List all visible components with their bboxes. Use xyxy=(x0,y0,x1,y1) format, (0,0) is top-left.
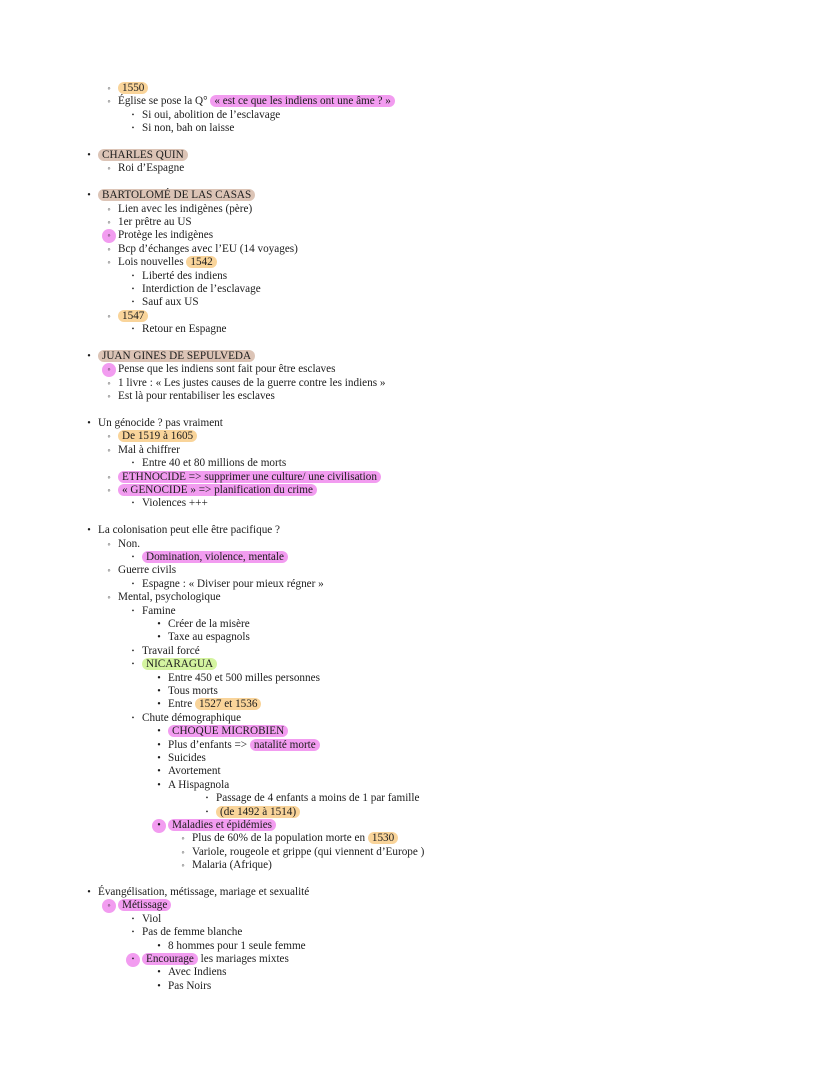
bullet-icon: • xyxy=(131,459,135,468)
outline-line xyxy=(102,162,184,176)
outline-line xyxy=(82,524,280,538)
outline-line xyxy=(152,940,306,954)
highlighted-text: De 1519 à 1605 xyxy=(118,430,197,442)
bullet-icon: • xyxy=(157,672,161,684)
bullet-icon: • xyxy=(157,619,161,630)
bullet-icon: ◦ xyxy=(107,592,111,603)
bullet-icon: • xyxy=(157,753,161,764)
bullet-icon: • xyxy=(131,606,135,615)
outline-line xyxy=(152,765,221,779)
line-text: Pas Noirs xyxy=(168,979,212,992)
bullet-icon: • xyxy=(157,980,161,992)
line-text: Roi d’Espagne xyxy=(118,162,185,175)
line-text: 1er prêtre au US xyxy=(118,216,192,228)
line-text: Protège les indigènes xyxy=(118,229,214,242)
outline-line xyxy=(102,538,140,552)
line-text: Pense que les indiens sont fait pour être esclaves xyxy=(118,363,336,376)
highlighted-text: 1527 et 1536 xyxy=(195,698,261,710)
bullet-icon: ◦ xyxy=(107,243,111,254)
bullet-icon: ◦ xyxy=(102,229,116,243)
line-text: Avec Indiens xyxy=(168,966,227,979)
outline-line xyxy=(152,672,320,686)
bullet-icon: • xyxy=(205,794,209,803)
line-text: Viol xyxy=(142,912,162,925)
bullet-icon: ◦ xyxy=(102,899,116,913)
line-text: Un génocide ? pas vraiment xyxy=(98,417,223,429)
bullet-icon: ◦ xyxy=(181,846,185,857)
outline-line xyxy=(102,377,385,391)
bullet-icon: ◦ xyxy=(107,391,111,402)
line-text: Entre 40 et 80 millions de morts xyxy=(142,457,287,470)
bullet-icon: • xyxy=(87,351,91,362)
highlighted-text: Métissage xyxy=(118,899,171,911)
outline-line xyxy=(200,792,420,806)
bullet-icon: • xyxy=(131,914,135,923)
bullet-icon: • xyxy=(157,940,161,952)
outline-line xyxy=(126,497,208,511)
outline-line xyxy=(126,578,324,592)
bullet-icon: • xyxy=(205,807,209,816)
highlighted-text: CHARLES QUIN xyxy=(98,149,188,161)
line-text: Évangélisation, métissage, mariage et sexualité xyxy=(98,886,310,898)
line-text: Liberté des indiens xyxy=(142,269,228,282)
bullet-icon: ◦ xyxy=(181,833,185,844)
outline-line xyxy=(126,658,217,672)
bullet-icon: ◦ xyxy=(107,471,111,482)
outline-line xyxy=(102,95,395,109)
highlighted-text: 1550 xyxy=(118,82,148,94)
line-text: 1 livre : « Les justes causes de la guerre contre les indiens » xyxy=(118,376,386,389)
line-text: Guerre civils xyxy=(118,564,177,577)
outline-line xyxy=(126,270,227,284)
bullet-icon: • xyxy=(87,150,91,161)
bullet-icon: ◦ xyxy=(181,860,185,871)
outline-line xyxy=(102,899,171,913)
line-text: Violences +++ xyxy=(142,497,208,510)
bullet-icon: • xyxy=(131,660,135,669)
outline-line xyxy=(102,444,180,458)
outline-line xyxy=(152,739,320,753)
highlighted-text: JUAN GINES DE SEPULVEDA xyxy=(98,350,255,362)
bullet-icon: ◦ xyxy=(107,377,111,388)
outline-line xyxy=(126,122,234,136)
outline-line xyxy=(152,698,261,712)
highlighted-text: Encourage xyxy=(142,953,198,965)
line-text: Malaria (Afrique) xyxy=(192,859,272,872)
highlighted-text: natalité morte xyxy=(250,739,320,751)
outline-line xyxy=(152,819,276,833)
line-text: Est là pour rentabiliser les esclaves xyxy=(118,390,275,403)
outline-line xyxy=(152,631,250,645)
bullet-icon: • xyxy=(87,525,91,537)
bullet-icon: • xyxy=(131,646,135,655)
outline-line xyxy=(126,926,242,940)
bullet-icon: • xyxy=(131,124,135,133)
line-text: Interdiction de l’esclavage xyxy=(142,283,261,295)
line-text: Travail forcé xyxy=(142,644,200,657)
line-text: Église se pose la Q° xyxy=(118,95,211,108)
outline-line xyxy=(126,645,200,659)
outline-line xyxy=(102,203,252,217)
bullet-icon: ◦ xyxy=(107,83,111,93)
outline-line xyxy=(126,296,199,310)
highlighted-text: 1530 xyxy=(368,832,398,844)
bullet-icon: • xyxy=(157,726,161,738)
bullet-icon: ◦ xyxy=(107,565,111,576)
bullet-icon: • xyxy=(157,739,161,751)
highlighted-text: « est ce que les indiens ont une âme ? » xyxy=(210,95,394,107)
line-text: Famine xyxy=(142,604,176,617)
line-text: La colonisation peut elle être pacifique ? xyxy=(98,524,281,537)
line-text: Plus d’enfants => xyxy=(168,738,250,751)
outline-line xyxy=(82,417,223,431)
outline-line xyxy=(82,886,309,900)
line-text: Lois nouvelles xyxy=(118,256,187,269)
bullet-icon: ◦ xyxy=(107,310,111,321)
highlighted-text: BARTOLOMÉ DE LAS CASAS xyxy=(98,189,255,201)
bullet-icon: • xyxy=(87,418,91,429)
bullet-icon: ◦ xyxy=(102,363,116,377)
bullet-icon: • xyxy=(157,766,161,778)
line-text: Bcp d’échanges avec l’EU (14 voyages) xyxy=(118,242,298,255)
outline-line xyxy=(152,966,227,980)
line-text: Sauf aux US xyxy=(142,296,199,309)
bullet-icon: • xyxy=(157,967,161,979)
outline-line xyxy=(102,256,217,270)
outline-line xyxy=(176,859,272,873)
outline-line xyxy=(102,216,192,230)
outline-line xyxy=(126,913,161,927)
line-text: Entre 450 et 500 milles personnes xyxy=(168,671,320,684)
line-text: Suicides xyxy=(168,752,206,764)
bullet-icon: • xyxy=(131,271,135,280)
outline-line xyxy=(102,484,317,498)
bullet-icon: ◦ xyxy=(107,163,111,174)
highlighted-text: 1547 xyxy=(118,310,148,322)
outline-line xyxy=(126,323,227,337)
outline-line xyxy=(102,564,176,578)
line-text: Chute démographique xyxy=(142,711,242,724)
bullet-icon: • xyxy=(131,928,135,937)
line-text: Retour en Espagne xyxy=(142,323,227,336)
highlighted-text: Maladies et épidémies xyxy=(168,819,276,831)
outline-line xyxy=(82,189,255,203)
outline-line xyxy=(102,310,148,324)
outline-line xyxy=(102,229,213,243)
line-text: Avortement xyxy=(168,765,221,778)
outline-line xyxy=(102,430,197,444)
bullet-icon: • xyxy=(87,190,91,202)
bullet-icon: • xyxy=(131,325,135,334)
outline-line xyxy=(82,149,188,163)
bullet-icon: • xyxy=(131,298,135,307)
outline-line xyxy=(102,82,148,96)
highlighted-text: Domination, violence, mentale xyxy=(142,551,288,563)
line-text: A Hispagnola xyxy=(168,778,230,791)
line-text: Entre xyxy=(168,698,196,711)
outline-line xyxy=(126,712,241,726)
outline-line xyxy=(176,846,424,860)
outline-line xyxy=(126,953,289,967)
bullet-icon: ◦ xyxy=(107,431,111,442)
outline-line xyxy=(102,471,381,485)
outline-line xyxy=(152,618,250,632)
bullet-icon: • xyxy=(131,713,135,722)
line-text: Tous morts xyxy=(168,685,218,697)
outline-line xyxy=(126,457,286,471)
outline-line xyxy=(102,243,298,257)
outline-line xyxy=(152,980,211,994)
bullet-icon: • xyxy=(157,699,161,711)
line-text: Lien avec les indigènes (père) xyxy=(118,202,253,215)
bullet-icon: ◦ xyxy=(107,203,111,214)
bullet-icon: ◦ xyxy=(107,257,111,268)
bullet-icon: • xyxy=(131,110,135,119)
outline-line xyxy=(176,832,398,846)
line-text: Passage de 4 enfants a moins de 1 par famille xyxy=(216,792,420,805)
outline-line xyxy=(102,591,221,605)
outline-line xyxy=(126,109,280,123)
outline-line xyxy=(200,806,300,820)
line-text: Variole, rougeole et grippe (qui viennent d’Europe ) xyxy=(192,845,425,858)
outline-line xyxy=(126,605,176,619)
line-text: 8 hommes pour 1 seule femme xyxy=(168,939,306,952)
bullet-icon: ◦ xyxy=(107,485,111,495)
bullet-icon: ◦ xyxy=(107,538,111,549)
line-text: les mariages mixtes xyxy=(197,953,289,965)
outline-line xyxy=(126,283,261,297)
bullet-icon: • xyxy=(157,632,161,644)
bullet-icon: • xyxy=(152,819,166,833)
line-text: Non. xyxy=(118,537,141,550)
line-text: Espagne : « Diviser pour mieux régner » xyxy=(142,577,324,590)
bullet-icon: • xyxy=(131,285,135,293)
outline-line xyxy=(152,725,288,739)
highlighted-text: NICARAGUA xyxy=(142,658,217,670)
outline-line xyxy=(102,363,335,377)
highlighted-text: « GENOCIDE » => planification du crime xyxy=(118,484,317,496)
bullet-icon: • xyxy=(126,953,140,967)
line-text: Si oui, abolition de l’esclavage xyxy=(142,108,281,121)
line-text: Mental, psychologique xyxy=(118,591,221,604)
outline-line xyxy=(152,779,229,793)
line-text: Plus de 60% de la population morte en xyxy=(192,832,368,845)
highlighted-text: CHOQUE MICROBIEN xyxy=(168,725,288,737)
outline-line xyxy=(152,752,206,766)
bullet-icon: • xyxy=(87,887,91,898)
highlighted-text: ETHNOCIDE => supprimer une culture/ une civilisation xyxy=(118,471,381,483)
bullet-icon: • xyxy=(157,686,161,697)
bullet-icon: • xyxy=(131,499,135,508)
bullet-icon: ◦ xyxy=(107,217,111,227)
highlighted-text: (de 1492 à 1514) xyxy=(216,806,300,818)
line-text: Si non, bah on laisse xyxy=(142,122,235,135)
bullet-icon: ◦ xyxy=(107,444,111,455)
bullet-icon: ◦ xyxy=(107,96,111,107)
bullet-icon: • xyxy=(157,779,161,791)
bullet-icon: • xyxy=(131,553,135,561)
line-text: Pas de femme blanche xyxy=(142,926,243,939)
line-text: Créer de la misère xyxy=(168,618,250,630)
bullet-icon: • xyxy=(131,579,135,588)
outline-line xyxy=(152,685,218,699)
line-text: Mal à chiffrer xyxy=(118,443,180,456)
highlighted-text: 1542 xyxy=(186,256,216,268)
outline-line xyxy=(126,551,288,565)
line-text: Taxe au espagnols xyxy=(168,631,250,644)
outline-line xyxy=(82,350,255,364)
outline-line xyxy=(102,390,275,404)
